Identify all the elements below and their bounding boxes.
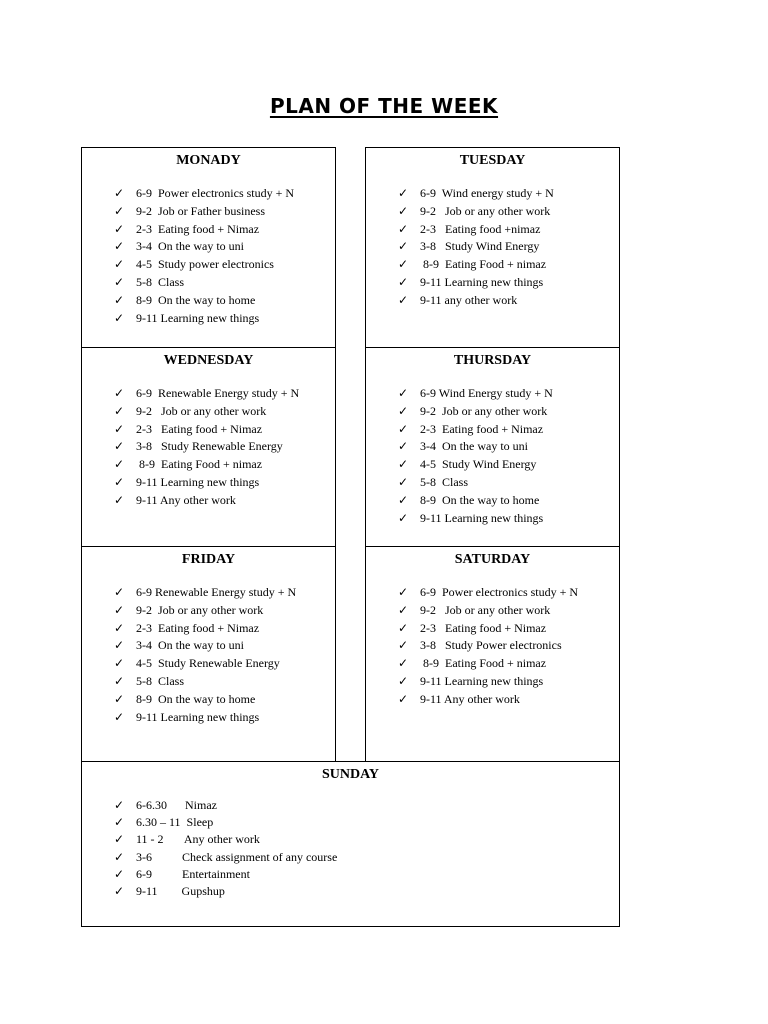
task-text: 9-11 any other work (420, 292, 518, 307)
task-item (82, 438, 335, 456)
checkmark-icon: ✓ (398, 620, 409, 635)
day-box-friday (81, 546, 336, 762)
task-list-tuesday (366, 185, 619, 310)
checkmark-icon: ✓ (114, 474, 125, 489)
task-text: 9-11 Learning new things (136, 474, 260, 489)
task-text: 8-9 On the way to home (136, 691, 256, 706)
checkmark-icon: ✓ (398, 602, 409, 617)
task-text: 5-8 Class (136, 673, 184, 688)
task-text: 3-4 On the way to uni (420, 439, 528, 454)
checkmark-icon: ✓ (398, 386, 409, 400)
checkmark-icon: ✓ (114, 638, 125, 653)
page-title: PLAN OF THE WEEK (269, 94, 499, 118)
task-item (82, 602, 335, 620)
checkmark-icon: ✓ (114, 620, 125, 635)
checkmark-icon: ✓ (398, 239, 409, 254)
task-item (366, 256, 619, 274)
checkmark-icon: ✓ (114, 492, 125, 507)
task-item (366, 510, 619, 528)
task-item (82, 474, 335, 492)
task-item (82, 185, 335, 203)
task-text: 3-8 Study Power electronics (420, 638, 562, 653)
checkmark-icon: ✓ (398, 186, 409, 200)
checkmark-icon: ✓ (114, 602, 125, 617)
task-list-thursday (366, 385, 619, 527)
task-item (82, 849, 619, 866)
task-text: 6-9 Power electronics study + N (136, 186, 295, 200)
task-item (366, 238, 619, 256)
task-text: 6-6.30 Nimaz (136, 798, 217, 812)
checkmark-icon: ✓ (114, 203, 125, 218)
checkmark-icon: ✓ (398, 257, 409, 272)
checkmark-icon: ✓ (398, 403, 409, 418)
checkmark-icon: ✓ (114, 310, 125, 325)
task-item (366, 221, 619, 239)
task-text: 6-9 Wind energy study + N (420, 186, 554, 200)
task-item (366, 438, 619, 456)
day-box-wednesday (81, 347, 336, 547)
task-list-friday (82, 584, 335, 726)
task-text: 6-9 Power electronics study + N (420, 585, 579, 599)
checkmark-icon: ✓ (398, 673, 409, 688)
task-text: 2-3 Eating food + Nimaz (136, 221, 260, 236)
task-text: 3-4 On the way to uni (136, 638, 244, 653)
task-item (82, 310, 335, 328)
task-text: 6-9 Entertainment (136, 866, 250, 881)
checkmark-icon: ✓ (398, 421, 409, 436)
checkmark-icon: ✓ (114, 239, 125, 254)
task-item (82, 274, 335, 292)
task-text: 6-9 Wind Energy study + N (420, 386, 553, 400)
task-text: 9-11 Any other work (420, 691, 520, 706)
task-item (82, 655, 335, 673)
task-text: 6.30 – 11 Sleep (136, 815, 214, 830)
task-item (366, 403, 619, 421)
task-text: 3-4 On the way to uni (136, 239, 244, 254)
task-text: 5-8 Class (420, 474, 468, 489)
checkmark-icon: ✓ (114, 849, 125, 864)
checkmark-icon: ✓ (114, 403, 125, 418)
checkmark-icon: ✓ (114, 656, 125, 671)
task-item (366, 620, 619, 638)
checkmark-icon: ✓ (398, 638, 409, 653)
task-item (366, 292, 619, 310)
task-item (82, 691, 335, 709)
task-text: 8-9 On the way to home (136, 292, 256, 307)
task-text: 5-8 Class (136, 274, 184, 289)
checkmark-icon: ✓ (114, 673, 125, 688)
day-box-tuesday (365, 147, 620, 348)
day-title-tuesday: TUESDAY (459, 153, 526, 168)
checkmark-icon: ✓ (114, 884, 125, 899)
task-item (366, 584, 619, 602)
checkmark-icon: ✓ (114, 274, 125, 289)
task-item (82, 292, 335, 310)
task-text: 8-9 On the way to home (420, 492, 540, 507)
task-text: 2-3 Eating food +nimaz (420, 221, 541, 236)
checkmark-icon: ✓ (114, 421, 125, 436)
task-item (366, 691, 619, 709)
checkmark-icon: ✓ (398, 274, 409, 289)
task-text: 9-11 Learning new things (420, 673, 544, 688)
checkmark-icon: ✓ (398, 474, 409, 489)
task-text: 4-5 Study Renewable Energy (136, 656, 280, 671)
task-item (82, 238, 335, 256)
checkmark-icon: ✓ (398, 510, 409, 525)
checkmark-icon: ✓ (398, 292, 409, 307)
checkmark-icon: ✓ (398, 439, 409, 454)
task-text: 6-9 Renewable Energy study + N (136, 585, 297, 599)
checkmark-icon: ✓ (398, 656, 409, 671)
checkmark-icon: ✓ (114, 186, 125, 200)
checkmark-icon: ✓ (398, 457, 409, 472)
task-item (366, 655, 619, 673)
task-text: 9-2 Job or any other work (420, 602, 551, 617)
checkmark-icon: ✓ (114, 691, 125, 706)
task-text: 9-11 Learning new things (136, 310, 260, 325)
task-item (82, 584, 335, 602)
checkmark-icon: ✓ (114, 292, 125, 307)
task-text: 8-9 Eating Food + nimaz (136, 457, 263, 472)
task-item (82, 831, 619, 848)
task-text: 11 - 2 Any other work (136, 832, 260, 847)
task-item (82, 673, 335, 691)
task-item (82, 797, 619, 814)
task-item (366, 385, 619, 403)
task-text: 9-11 Learning new things (136, 709, 260, 724)
task-item (366, 456, 619, 474)
checkmark-icon: ✓ (398, 203, 409, 218)
checkmark-icon: ✓ (114, 221, 125, 236)
task-item (82, 709, 335, 727)
task-text: 9-2 Job or any other work (136, 602, 264, 617)
checkmark-icon: ✓ (114, 798, 125, 812)
day-title-friday: FRIDAY (181, 552, 236, 567)
task-text: 9-2 Job or Father business (136, 203, 265, 218)
day-box-saturday (365, 546, 620, 762)
task-item (366, 673, 619, 691)
day-box-sunday (81, 761, 620, 927)
task-text: 4-5 Study Wind Energy (420, 457, 537, 472)
task-text: 9-11 Learning new things (420, 510, 544, 525)
task-text: 3-6 Check assignment of any course (136, 849, 338, 864)
checkmark-icon: ✓ (114, 457, 125, 472)
task-item (82, 492, 335, 510)
task-text: 6-9 Renewable Energy study + N (136, 386, 300, 400)
task-item (82, 385, 335, 403)
task-list-monday (82, 185, 335, 327)
day-title-sunday: SUNDAY (321, 767, 380, 782)
task-text: 2-3 Eating food + Nimaz (420, 421, 544, 436)
task-list-wednesday (82, 385, 335, 510)
task-text: 3-8 Study Renewable Energy (136, 439, 283, 454)
checkmark-icon: ✓ (398, 691, 409, 706)
task-text: 2-3 Eating food + Nimaz (136, 421, 263, 436)
task-text: 8-9 Eating Food + nimaz (420, 656, 547, 671)
checkmark-icon: ✓ (114, 439, 125, 454)
checkmark-icon: ✓ (114, 585, 125, 599)
task-item (82, 221, 335, 239)
task-text: 9-2 Job or any other work (420, 203, 551, 218)
task-text: 4-5 Study power electronics (136, 257, 274, 272)
task-item (82, 203, 335, 221)
task-text: 2-3 Eating food + Nimaz (136, 620, 260, 635)
task-text: 3-8 Study Wind Energy (420, 239, 540, 254)
task-text: 8-9 Eating Food + nimaz (420, 257, 547, 272)
task-item (366, 637, 619, 655)
task-text: 9-2 Job or any other work (420, 403, 548, 418)
task-item (82, 256, 335, 274)
day-title-monday: MONADY (176, 153, 241, 168)
task-item (82, 637, 335, 655)
checkmark-icon: ✓ (114, 866, 125, 881)
task-item (366, 492, 619, 510)
task-text: 2-3 Eating food + Nimaz (420, 620, 547, 635)
task-item (366, 185, 619, 203)
day-box-thursday (365, 347, 620, 547)
checkmark-icon: ✓ (398, 585, 409, 599)
task-item (82, 620, 335, 638)
checkmark-icon: ✓ (398, 492, 409, 507)
day-box-monday (81, 147, 336, 348)
task-item (82, 403, 335, 421)
day-title-wednesday: WEDNESDAY (163, 353, 254, 368)
task-item (82, 866, 619, 883)
task-text: 9-2 Job or any other work (136, 403, 267, 418)
task-list-sunday (82, 797, 619, 900)
task-item (82, 883, 619, 900)
checkmark-icon: ✓ (398, 221, 409, 236)
task-item (366, 421, 619, 439)
checkmark-icon: ✓ (114, 257, 125, 272)
task-item (366, 602, 619, 620)
checkmark-icon: ✓ (114, 386, 125, 400)
task-item (82, 814, 619, 831)
task-text: 9-11 Learning new things (420, 274, 544, 289)
checkmark-icon: ✓ (114, 709, 125, 724)
day-title-thursday: THURSDAY (453, 353, 532, 368)
task-text: 9-11 Gupshup (136, 884, 225, 899)
task-list-saturday (366, 584, 619, 709)
task-text: 9-11 Any other work (136, 492, 236, 507)
task-item (366, 274, 619, 292)
checkmark-icon: ✓ (114, 815, 125, 830)
task-item (82, 421, 335, 439)
task-item (366, 203, 619, 221)
day-title-saturday: SATURDAY (454, 552, 531, 567)
task-item (366, 474, 619, 492)
task-item (82, 456, 335, 474)
checkmark-icon: ✓ (114, 832, 125, 847)
